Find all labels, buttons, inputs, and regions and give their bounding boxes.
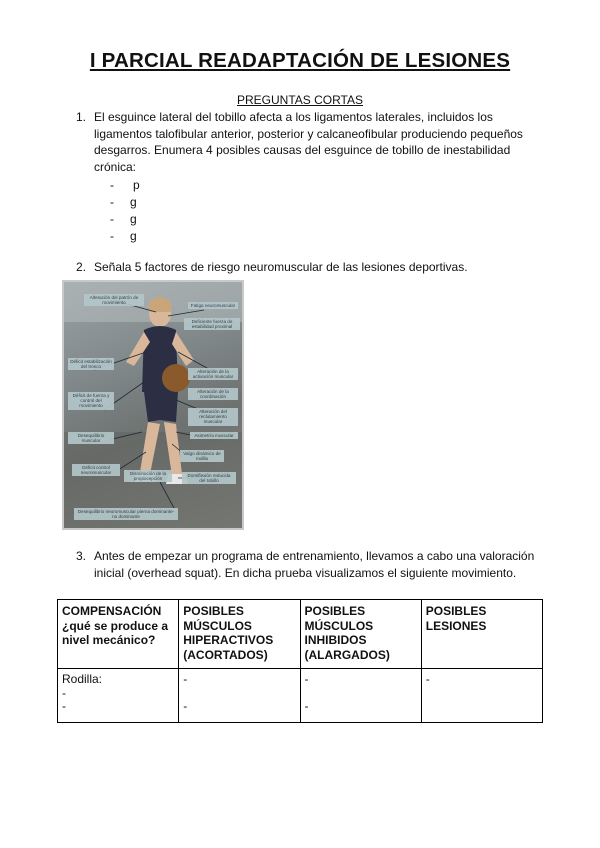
figure-label: Dorsiflexión reducida del tobillo <box>182 472 236 484</box>
question-text: Señala 5 factores de riesgo neuromuscular de las lesiones deportivas. <box>94 260 468 274</box>
document-title: I PARCIAL READAPTACIÓN DE LESIONES <box>89 49 511 72</box>
figure-label: Asimetría muscular <box>190 432 238 439</box>
question-number: 1. <box>76 110 87 124</box>
answer-item: - g <box>110 229 137 243</box>
figure-label: Alteración de la coordinación <box>188 388 238 400</box>
figure-label: Desequilibrio muscular <box>68 432 114 444</box>
figure-label: Valgo dinámico de rodilla <box>180 450 224 462</box>
figure-label: Alteración del reclutamiento muscular <box>188 408 238 426</box>
question-number: 3. <box>76 549 87 563</box>
table-cell[interactable]: - - <box>300 669 421 723</box>
compensation-table <box>57 599 543 723</box>
figure-label: Disminución de la propiocepción <box>124 470 172 482</box>
question-text: Antes de empezar un programa de entrenamiento, llevamos a cabo una valoración inicial (overhead squat). En dicha prueba visualizamos el siguiente movimiento. <box>94 549 535 580</box>
figure-label: Fatiga neuromuscular <box>188 302 238 309</box>
answer-list <box>110 177 140 245</box>
answer-item: - p <box>110 178 140 192</box>
header-compensation: COMPENSACIÓN ¿qué se produce a nivel mecánico? <box>58 600 179 669</box>
answer-item: - g <box>110 212 137 226</box>
figure-label: Déficit control neuromuscular <box>72 464 120 476</box>
table-cell[interactable]: - - <box>179 669 300 723</box>
figure-label: Alteración de la activación muscular <box>188 368 238 380</box>
question-2 <box>76 259 536 276</box>
figure-label: Deficiente fuerza de estabilidad proximal <box>184 318 240 330</box>
header-hyperactive-muscles: POSIBLES MÚSCULOS HIPERACTIVOS (ACORTADOS) <box>179 600 300 669</box>
table-header-row <box>58 600 543 669</box>
section-subtitle: PREGUNTAS CORTAS <box>236 93 364 107</box>
question-number: 2. <box>76 260 87 274</box>
figure-label: Alteración del patrón de movimiento <box>84 294 144 306</box>
risk-factors-figure <box>62 280 244 530</box>
question-1 <box>76 109 536 175</box>
figure-label: Déficit estabilización del tronco <box>68 358 114 370</box>
header-possible-injuries: POSIBLES LESIONES <box>421 600 542 669</box>
question-text: El esguince lateral del tobillo afecta a los ligamentos laterales, incluidos los ligamentos talofibular anterior, posterior y calcaneofibular produciendo pequeños desgarros. Enumera 4 posibles causas del esguince de tobillo de inestabilidad crónica: <box>94 110 523 174</box>
answer-item: - g <box>110 195 137 209</box>
question-3 <box>76 548 536 581</box>
table-row <box>58 669 543 723</box>
figure-label: Déficit de fuerza y control del movimiento <box>68 392 114 410</box>
table-cell[interactable]: Rodilla: - - <box>58 669 179 723</box>
table-cell[interactable]: - <box>421 669 542 723</box>
figure-label: Desequilibrio neuromuscular pierna dominante-no dominante <box>74 508 178 520</box>
header-inhibited-muscles: POSIBLES MÚSCULOS INHIBIDOS (ALARGADOS) <box>300 600 421 669</box>
